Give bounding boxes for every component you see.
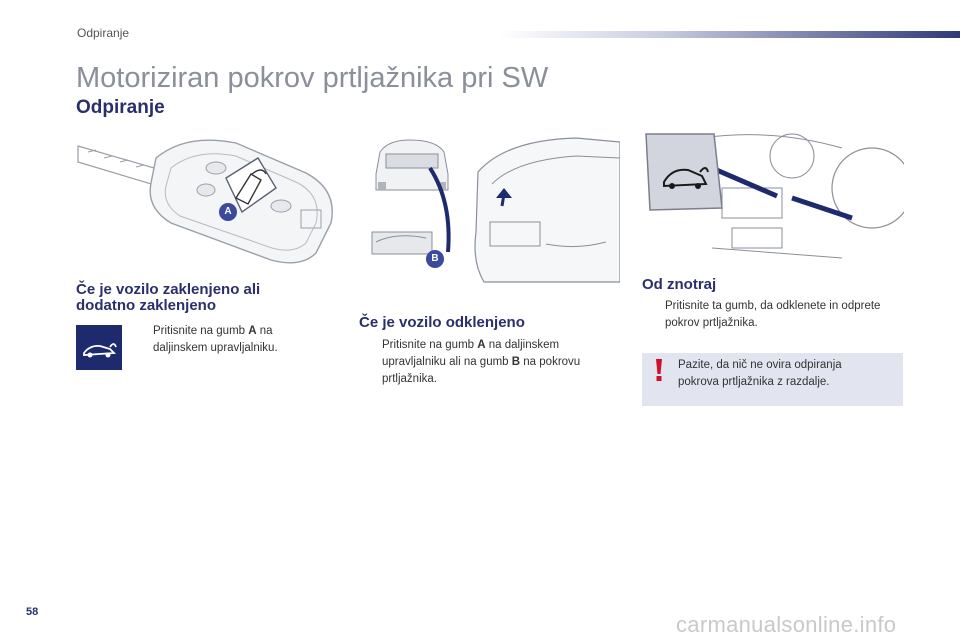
- left-heading-line2: dodatno zaklenjeno: [76, 297, 217, 314]
- left-text-line1: [153, 323, 293, 340]
- warning-text: [678, 357, 893, 391]
- watermark: carmanualsonline.info: [676, 612, 897, 637]
- right-text-line1: Pritisnite ta gumb, da odklenete in odprete: [665, 300, 881, 312]
- left-text-key: A: [248, 325, 257, 337]
- middle-text-part: upravljalniku ali na gumb: [382, 356, 512, 368]
- middle-text-line1: [382, 337, 612, 354]
- middle-text-line3: prtljažnika.: [382, 373, 437, 385]
- left-text-part: na: [256, 325, 273, 337]
- middle-text-key: B: [511, 356, 521, 368]
- car-rear-illustration: [366, 132, 620, 292]
- car-trunk-open-icon: [76, 325, 122, 370]
- left-text-line2: daljinskem upravljalniku.: [153, 342, 278, 354]
- middle-text-key: A: [477, 339, 486, 351]
- section-subtitle: Odpiranje: [76, 97, 165, 118]
- callout-b: B: [426, 250, 444, 268]
- right-text-line2: pokrov prtljažnika.: [665, 317, 758, 329]
- warning-exclamation-icon: [651, 358, 667, 382]
- page-number: 58: [26, 606, 39, 618]
- dashboard-button-illustration: [642, 128, 904, 266]
- warning-line2: pokrova prtljažnika z razdalje.: [678, 376, 830, 388]
- left-text-part: Pritisnite na gumb: [153, 325, 249, 337]
- middle-text: [382, 337, 612, 388]
- header-bar: [500, 31, 960, 38]
- left-text: [153, 323, 293, 357]
- right-heading: Od znotraj: [642, 276, 717, 293]
- key-fob-illustration: [76, 128, 338, 268]
- middle-text-part: Pritisnite na gumb: [382, 339, 478, 351]
- middle-text-part: na daljinskem: [485, 339, 560, 351]
- page-title: Motoriziran pokrov prtljažnika pri SW: [76, 62, 549, 94]
- middle-text-part: na pokrovu: [520, 356, 581, 368]
- right-text: [665, 298, 905, 332]
- left-heading: [76, 282, 260, 314]
- callout-a: A: [219, 203, 237, 221]
- section-label: Odpiranje: [77, 26, 130, 40]
- middle-text-line2: [382, 354, 612, 371]
- warning-line1: Pazite, da nič ne ovira odpiranja: [678, 359, 842, 371]
- middle-heading: Če je vozilo odklenjeno: [359, 314, 525, 331]
- left-heading-line1: Če je vozilo zaklenjeno ali: [76, 281, 261, 298]
- trunk-button-tile: [76, 325, 122, 370]
